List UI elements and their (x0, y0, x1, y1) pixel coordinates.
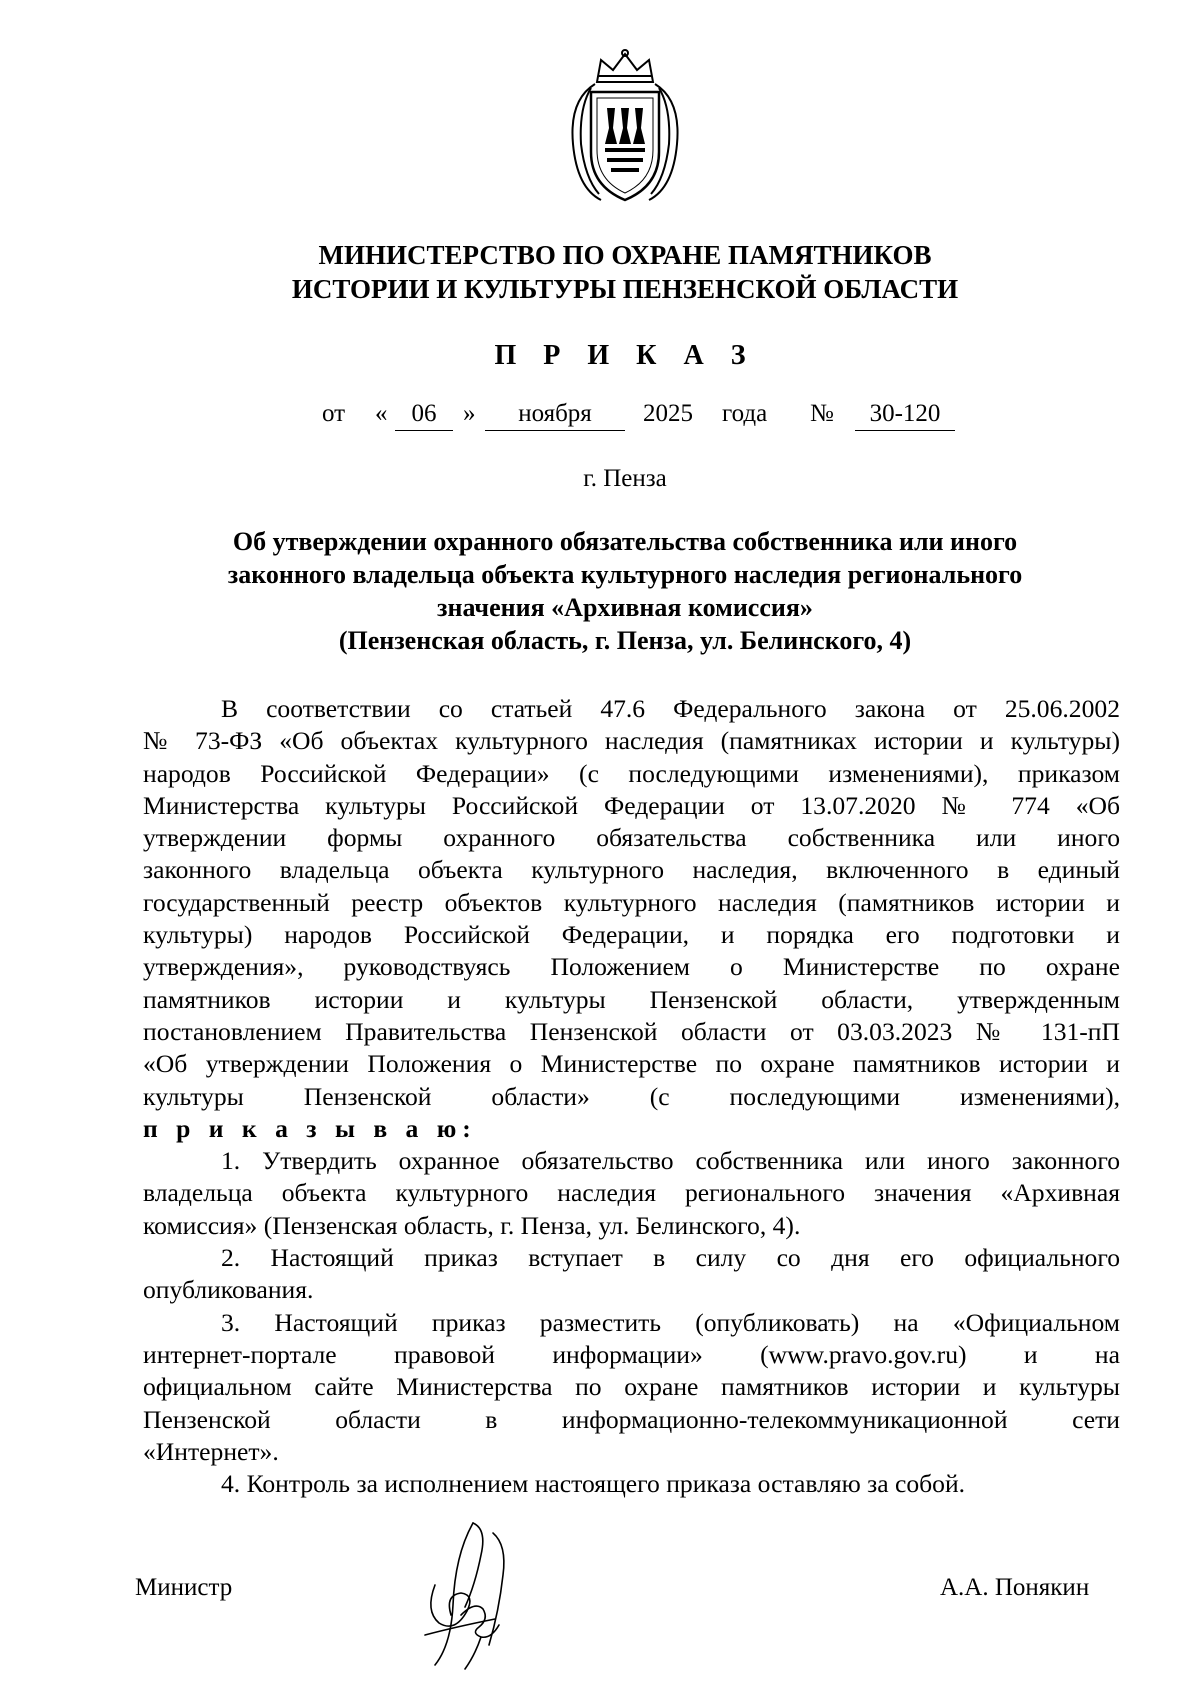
item-1-line: комиссия» (Пензенская область, г. Пенза, ул. Белинского, 4). (143, 1210, 801, 1240)
order-body (143, 693, 1120, 1500)
ministry-name-line2: ИСТОРИИ И КУЛЬТУРЫ ПЕНЗЕНСКОЙ ОБЛАСТИ (291, 274, 959, 304)
handwritten-signature (395, 1515, 535, 1675)
item-4-line: 4. Контроль за исполнением настоящего приказа оставляю за собой. (221, 1469, 966, 1499)
item-3-line: «Интернет». (143, 1436, 279, 1466)
document-type-title: П Р И К А З (494, 340, 756, 371)
close-quote: » (463, 400, 476, 427)
body-line: № 73-ФЗ «Об объектах культурного наследия (памятниках истории и культуры) (143, 726, 1120, 756)
body-line: государственный реестр объектов культурного наследия (памятников истории и (143, 887, 1120, 917)
body-line: законного владельца объекта культурного наследия, включенного в единый (143, 855, 1120, 885)
number-label: № (810, 400, 834, 427)
from-label: от (322, 400, 346, 427)
subject-line: Об утверждении охранного обязательства собственника или иного (232, 527, 1018, 556)
ministry-name-line1: МИНИСТЕРСТВО ПО ОХРАНЕ ПАМЯТНИКОВ (318, 240, 932, 270)
subject-line: (Пензенская область, г. Пенза, ул. Белинского, 4) (338, 626, 912, 655)
body-line: «Об утверждении Положения о Министерстве по охране памятников истории и (143, 1049, 1120, 1079)
body-line: утверждения», руководствуясь Положением о Министерстве по охране (143, 952, 1120, 982)
subject-line: законного владельца объекта культурного наследия регионального (227, 560, 1023, 589)
body-line: культуры Пензенской области» (с последующими изменениями), (143, 1081, 1120, 1111)
body-line: В соответствии со статьей 47.6 Федерального закона от 25.06.2002 (221, 694, 1120, 723)
year-word: года (722, 400, 768, 427)
body-line: утверждении формы охранного обязательства собственника или иного (143, 823, 1120, 853)
order-dateline (0, 400, 1200, 440)
order-subject (150, 525, 1100, 657)
body-line: памятников истории и культуры Пензенской области, утвержденным (143, 984, 1120, 1014)
item-3-line: 3. Настоящий приказ разместить (опубликовать) на «Официальном (221, 1307, 1120, 1337)
item-2-line: опубликования. (143, 1275, 314, 1305)
signatory-name: А.А. Понякин (940, 1574, 1090, 1601)
item-1-line: владельца объекта культурного наследия регионального значения «Архивная (143, 1178, 1120, 1208)
item-2-line: 2. Настоящий приказ вступает в силу со дня его официального (221, 1243, 1120, 1273)
signatory-title: Министр (135, 1574, 233, 1601)
item-3-line: интернет-портале правовой информации» (www.pravo.gov.ru) и на (143, 1339, 1120, 1369)
item-3-line: Пензенской области в информационно-телекоммуникационной сети (143, 1404, 1120, 1434)
item-3-line: официальном сайте Министерства по охране памятников истории и культуры (143, 1372, 1120, 1402)
item-1-line: 1. Утвердить охранное обязательство собственника или иного законного (221, 1146, 1120, 1176)
order-word: п р и к а з ы в а ю: (143, 1113, 477, 1143)
order-month: ноября (485, 400, 625, 431)
body-line: культуры) народов Российской Федерации, и порядка его подготовки и (143, 920, 1120, 950)
body-line: постановлением Правительства Пензенской области от 03.03.2023 № 131-пП (143, 1016, 1120, 1046)
subject-line: значения «Архивная комиссия» (437, 593, 813, 622)
body-line: Министерства культуры Российской Федерации от 13.07.2020 № 774 «Об (143, 790, 1120, 820)
open-quote: « (375, 400, 388, 427)
order-number: 30-120 (855, 400, 955, 431)
city: г. Пенза (583, 465, 667, 492)
order-day: 06 (395, 400, 453, 431)
order-year: 2025 (643, 400, 693, 427)
coat-of-arms-emblem (555, 48, 695, 208)
body-line: народов Российской Федерации» (с последующими изменениями), приказом (143, 758, 1120, 788)
